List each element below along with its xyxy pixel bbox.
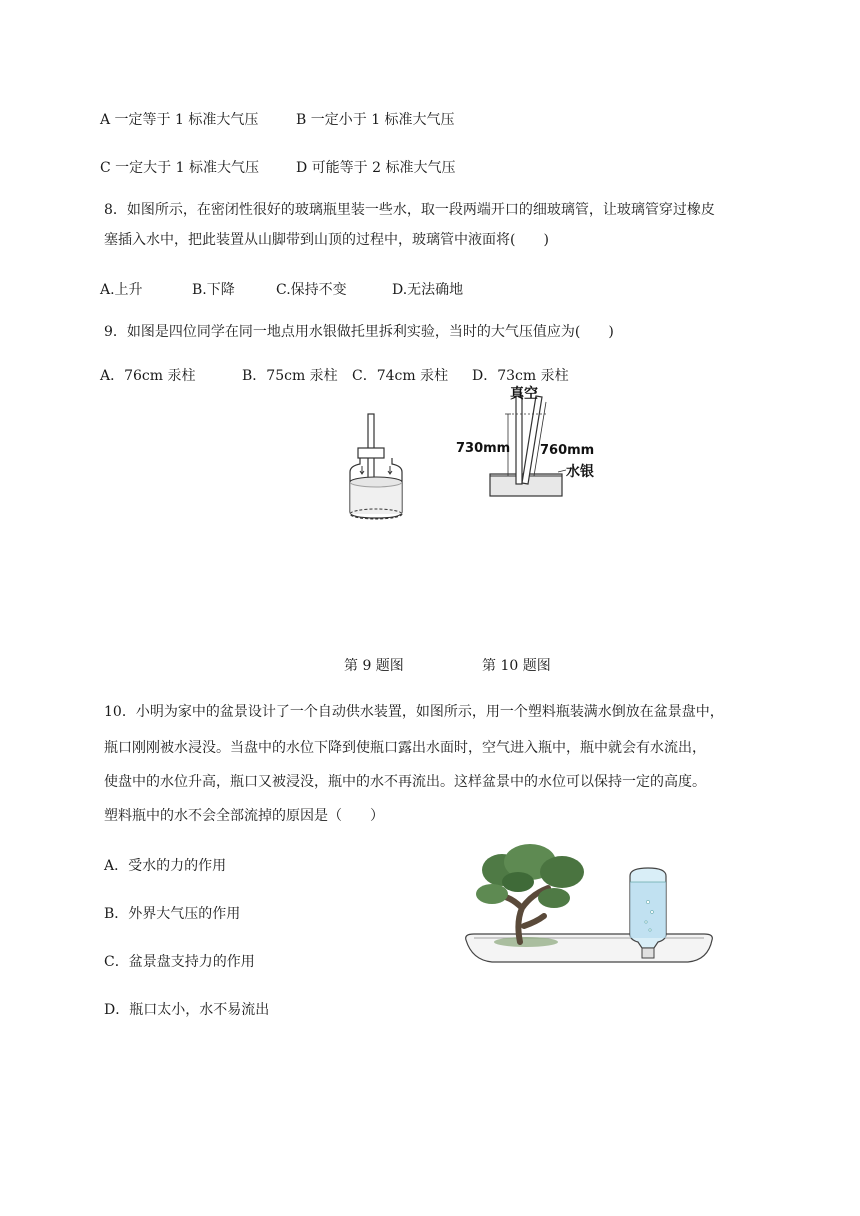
q7-option-d: D 可能等于 2 标准大气压 [296, 160, 456, 176]
q10-option-c: C．盆景盘支持力的作用 [104, 954, 255, 970]
caption-fig9: 第 9 题图 [344, 658, 404, 674]
q10-stem-line1: 10．小明为家中的盆景设计了一个自动供水装置，如图所示，用一个塑料瓶装满水倒放在盆景盘中， [104, 704, 724, 720]
q9-stem-line1: 9．如图是四位同学在同一地点用水银做托里拆利实验，当时的大气压值应为( ) [104, 324, 614, 340]
q10-stem-line4: 塑料瓶中的水不会全部流掉的原因是（ ） [104, 808, 384, 824]
q9-option-c: C．74cm 汞柱 [352, 368, 449, 384]
q9-option-b: B．75cm 汞柱 [242, 368, 338, 384]
q7-option-c: C 一定大于 1 标准大气压 [100, 160, 259, 176]
q10-stem-line2: 瓶口刚刚被水浸没。当盘中的水位下降到使瓶口露出水面时，空气进入瓶中，瓶中就会有水流出， [104, 740, 706, 756]
q10-stem-line3: 使盘中的水位升高，瓶口又被浸没，瓶中的水不再流出。这样盆景中的水位可以保持一定的高度。 [104, 774, 706, 790]
q10-option-b: B．外界大气压的作用 [104, 906, 241, 922]
torricelli-figure [456, 384, 596, 500]
label-760mm: 760mm [540, 443, 595, 458]
q8-option-d: D.无法确地 [392, 282, 464, 298]
bottle-tube-figure [340, 412, 412, 524]
caption-fig10: 第 10 题图 [482, 658, 551, 674]
label-730mm: 730mm [456, 441, 511, 456]
q7-option-a: A 一定等于 1 标准大气压 [100, 112, 259, 128]
q8-option-a: A.上升 [100, 282, 143, 298]
mercury-label: 水银 [566, 464, 594, 480]
q8-stem-line2: 塞插入水中，把此装置从山脚带到山顶的过程中，玻璃管中液面将( ) [104, 232, 549, 248]
q8-stem-line1: 8．如图所示，在密闭性很好的玻璃瓶里装一些水，取一段两端开口的细玻璃管，让玻璃管穿过橡皮 [104, 202, 715, 218]
q7-option-b: B 一定小于 1 标准大气压 [296, 112, 455, 128]
bonsai-water-figure [462, 842, 718, 972]
q10-option-d: D．瓶口太小，水不易流出 [104, 1002, 270, 1018]
q8-option-b: B.下降 [192, 282, 235, 298]
q9-option-d: D．73cm 汞柱 [472, 368, 569, 384]
q8-option-c: C.保持不变 [276, 282, 347, 298]
q10-option-a: A．受水的力的作用 [104, 858, 227, 874]
q9-option-a: A．76cm 汞柱 [100, 368, 196, 384]
vacuum-label: 真空 [510, 386, 538, 402]
